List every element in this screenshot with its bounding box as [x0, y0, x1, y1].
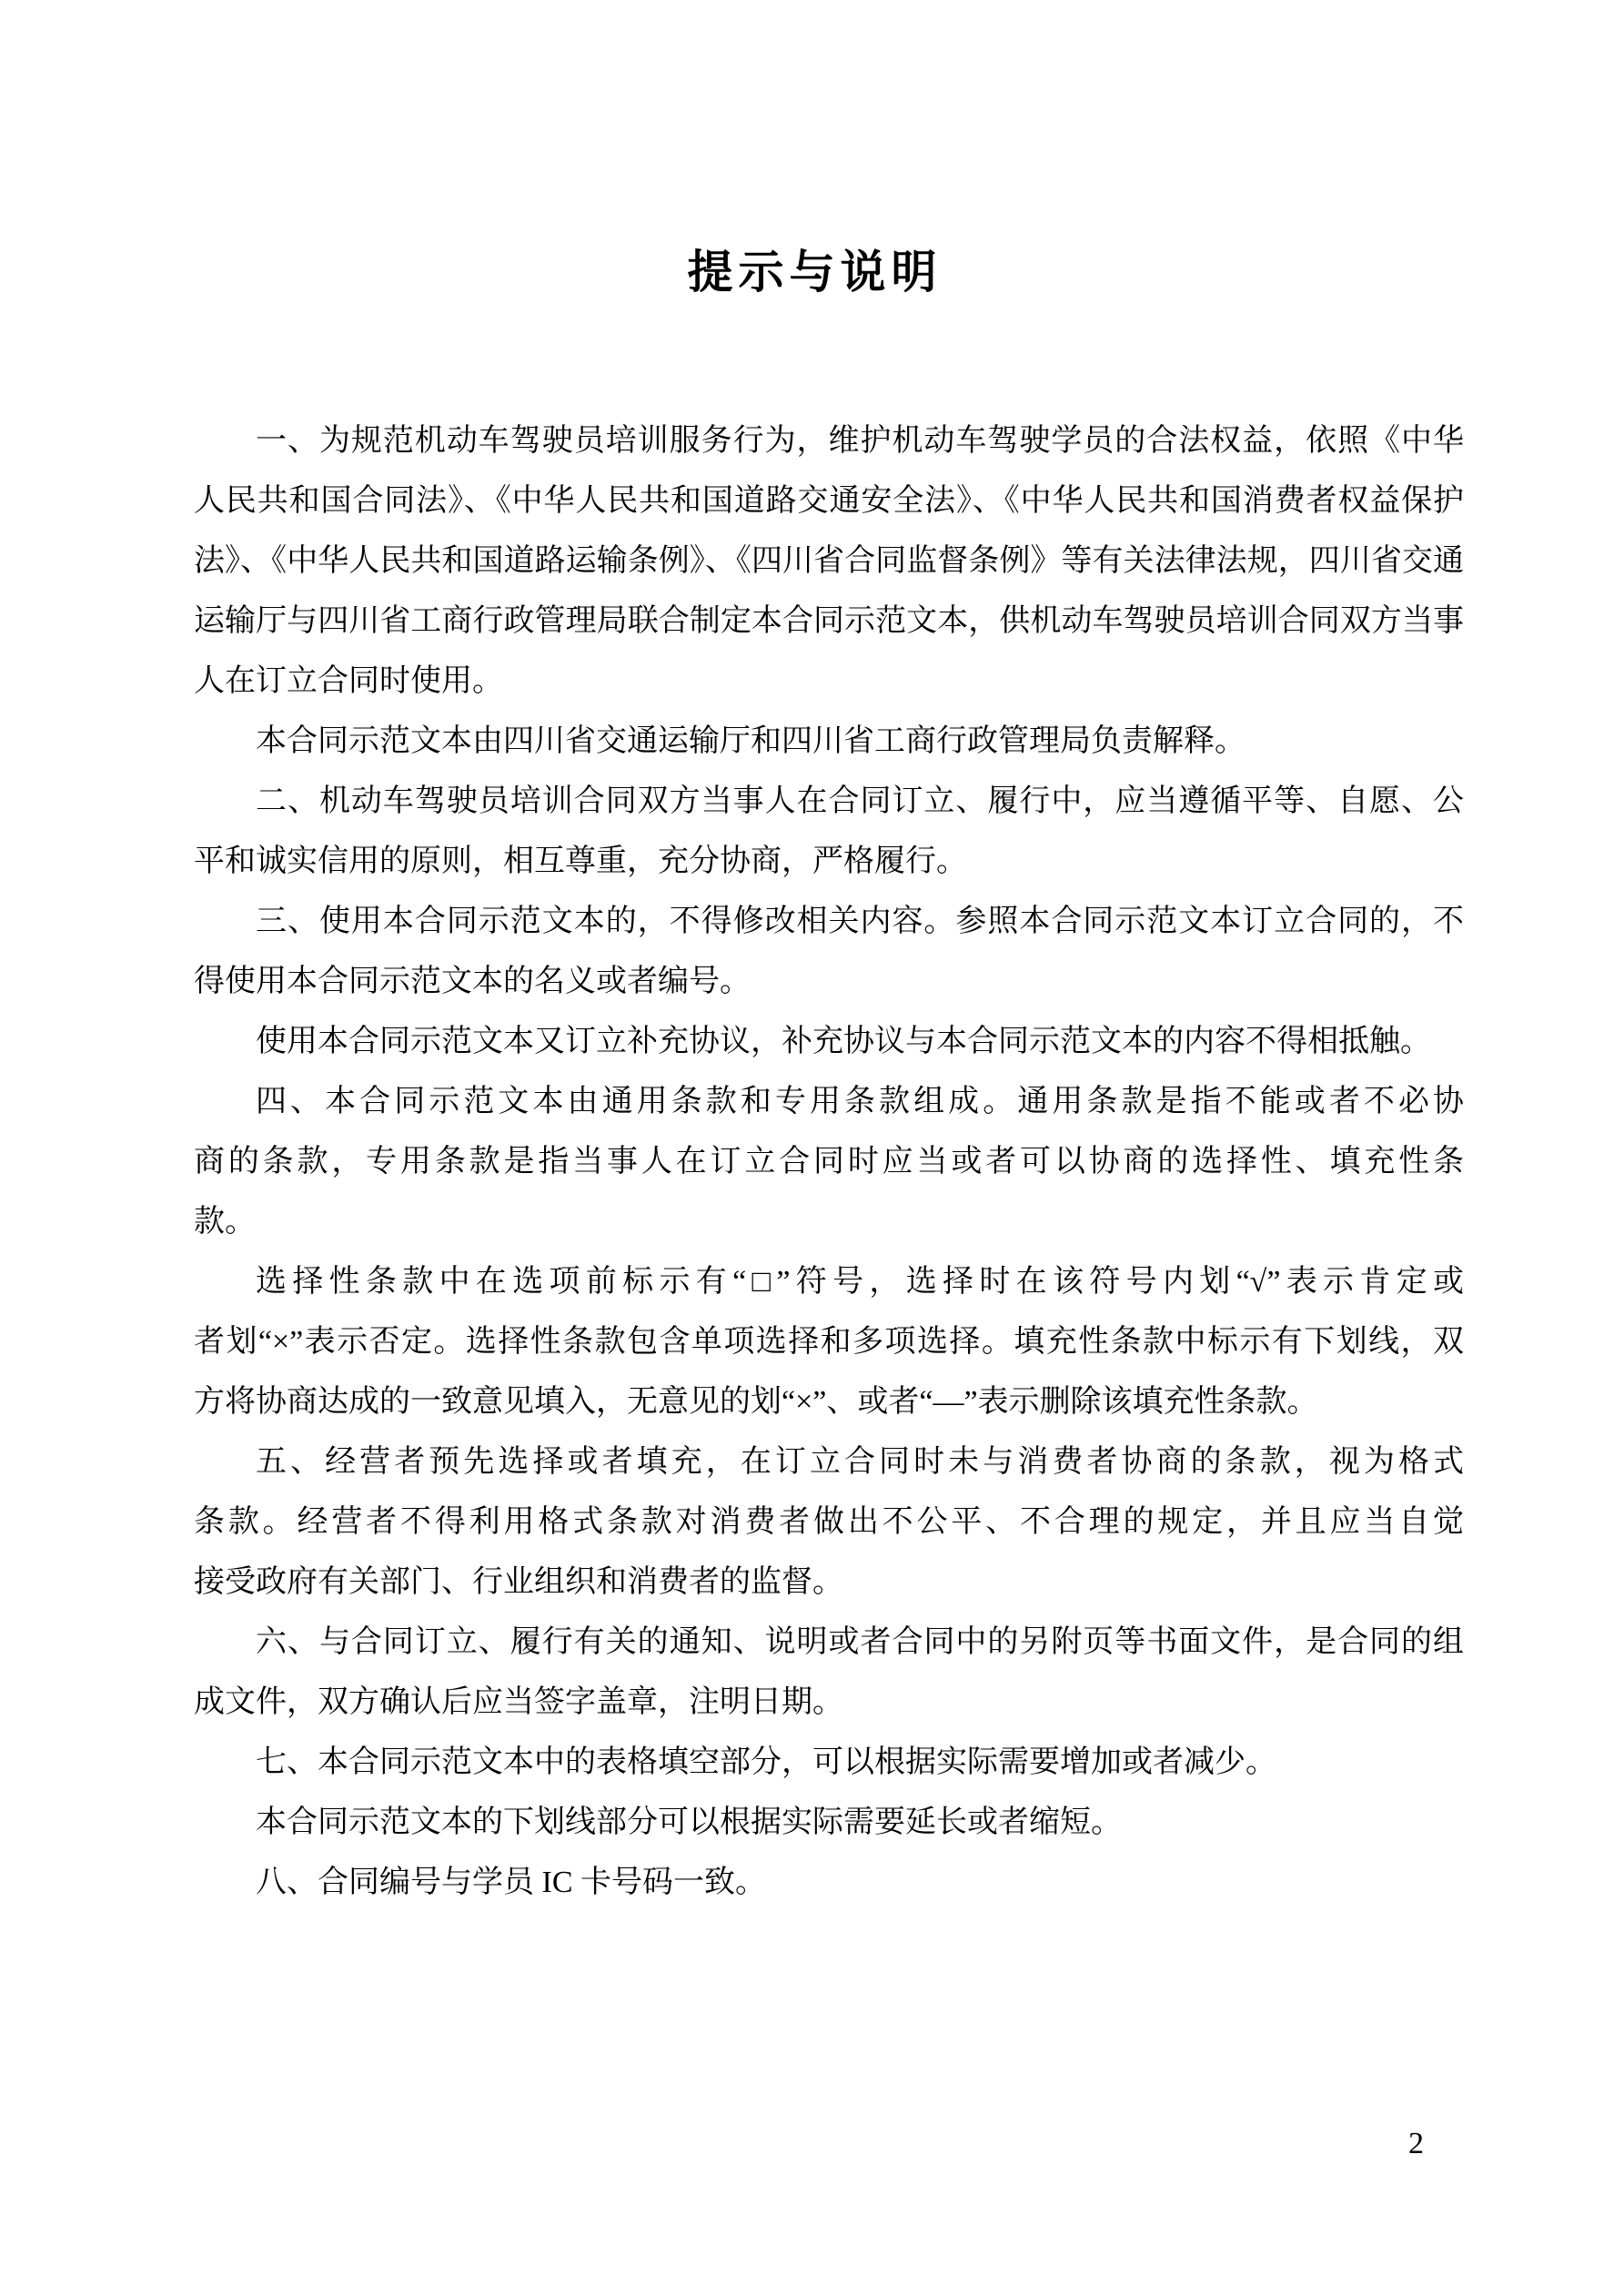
text-line: 商的条款，专用条款是指当事人在订立合同时应当或者可以协商的选择性、填充性条 — [194, 1145, 1464, 1178]
text-line: 条款。经营者不得利用格式条款对消费者做出不公平、不合理的规定，并且应当自觉 — [194, 1505, 1464, 1539]
text-line: 一、为规范机动车驾驶员培训服务行为，维护机动车驾驶学员的合法权益，依照《中华 — [256, 424, 1464, 458]
text-line: 八、合同编号与学员 IC 卡号码一致。 — [256, 1866, 766, 1899]
text-line: 使用本合同示范文本又订立补充协议，补充协议与本合同示范文本的内容不得相抵触。 — [256, 1025, 1431, 1058]
text-line: 人在订立合同时使用。 — [194, 664, 503, 698]
text-line: 本合同示范文本的下划线部分可以根据实际需要延长或者缩短。 — [256, 1805, 1122, 1839]
text-line: 成文件，双方确认后应当签字盖章，注明日期。 — [194, 1685, 843, 1719]
text-line: 方将协商达成的一致意见填入，无意见的划“×”、或者“—”表示删除该填充性条款。 — [194, 1385, 1318, 1419]
document-lines — [194, 411, 1464, 1913]
text-line: 者划“×”表示否定。选择性条款包含单项选择和多项选择。填充性条款中标示有下划线，双 — [194, 1325, 1464, 1359]
text-line: 五、经营者预先选择或者填充，在订立合同时未与消费者协商的条款，视为格式 — [256, 1445, 1464, 1479]
text-line: 得使用本合同示范文本的名义或者编号。 — [194, 965, 751, 998]
text-line: 人民共和国合同法》、《中华人民共和国道路交通安全法》、《中华人民共和国消费者权益保护 — [194, 484, 1464, 518]
text-line: 平和诚实信用的原则，相互尊重，充分协商，严格履行。 — [194, 845, 967, 878]
text-line: 三、使用本合同示范文本的，不得修改相关内容。参照本合同示范文本订立合同的，不 — [256, 905, 1464, 938]
page-title: 提示与说明 — [687, 247, 943, 298]
text-line: 二、机动车驾驶员培训合同双方当事人在合同订立、履行中，应当遵循平等、自愿、公 — [256, 784, 1464, 818]
text-line: 六、与合同订立、履行有关的通知、说明或者合同中的另附页等书面文件，是合同的组 — [256, 1625, 1464, 1659]
text-line: 款。 — [194, 1205, 256, 1239]
page-number: 2 — [1408, 2127, 1424, 2160]
text-line: 四、本合同示范文本由通用条款和专用条款组成。通用条款是指不能或者不必协 — [256, 1085, 1464, 1118]
text-line: 选择性条款中在选项前标示有“□”符号，选择时在该符号内划“√”表示肯定或 — [256, 1265, 1464, 1299]
text-line: 法》、《中华人民共和国道路运输条例》、《四川省合同监督条例》等有关法律法规，四川省交通 — [194, 544, 1464, 578]
text-line: 本合同示范文本由四川省交通运输厅和四川省工商行政管理局负责解释。 — [256, 724, 1246, 758]
text-line: 运输厅与四川省工商行政管理局联合制定本合同示范文本，供机动车驾驶员培训合同双方当事 — [194, 604, 1464, 638]
text-line: 七、本合同示范文本中的表格填空部分，可以根据实际需要增加或者减少。 — [256, 1745, 1276, 1779]
text-line: 接受政府有关部门、行业组织和消费者的监督。 — [194, 1565, 843, 1599]
